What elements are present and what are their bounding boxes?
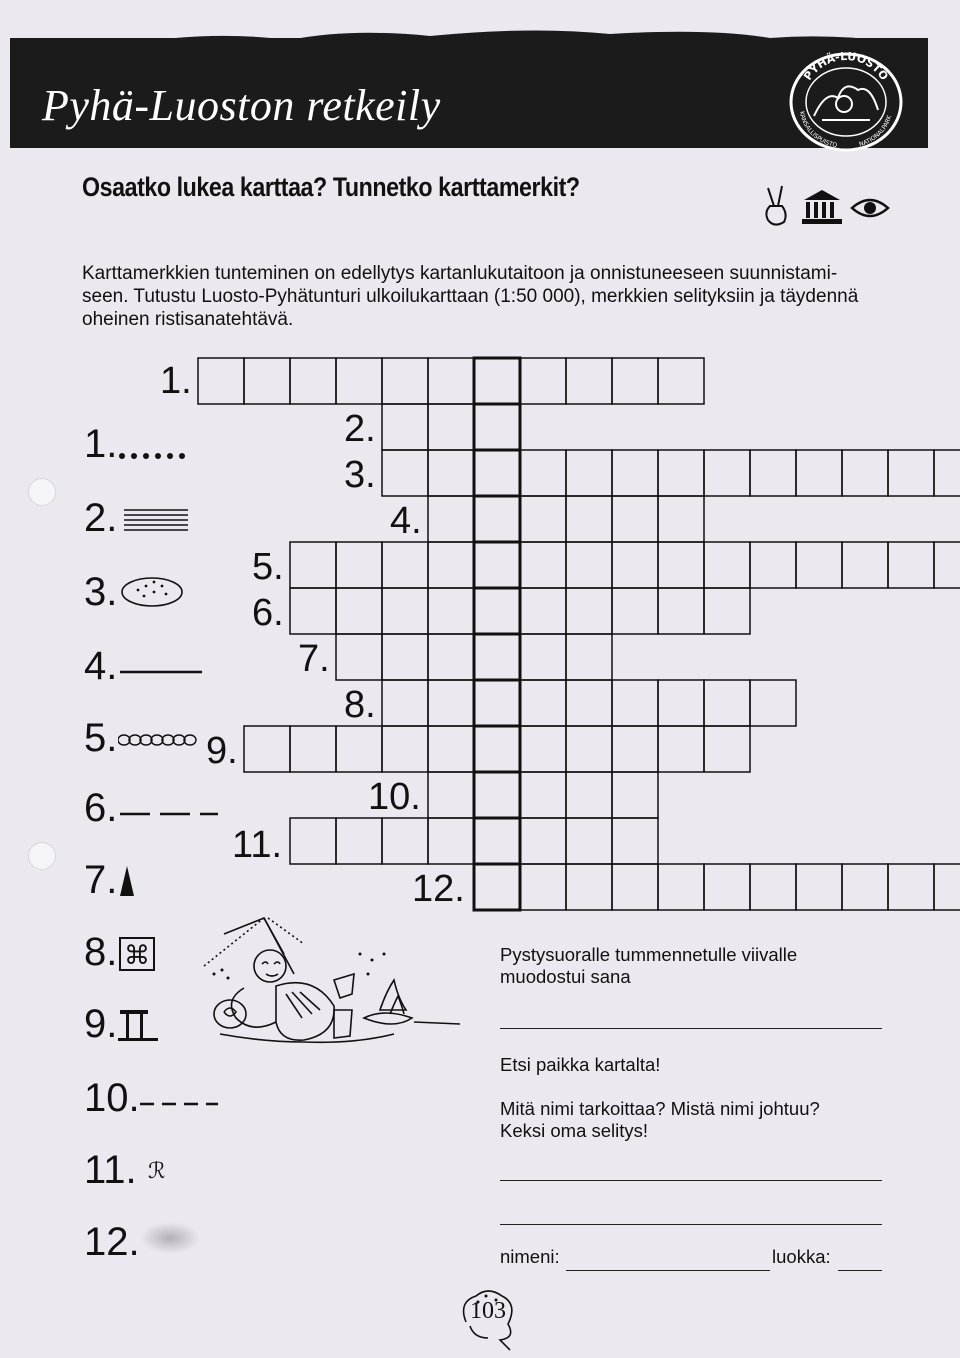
crossword-row-number: 8. (344, 684, 376, 726)
crossword-cell[interactable] (290, 358, 336, 404)
crossword-cell[interactable] (658, 726, 704, 772)
crossword-highlight-cell[interactable] (474, 404, 520, 450)
crossword-cell[interactable] (336, 542, 382, 588)
crossword-cell[interactable] (658, 542, 704, 588)
name-question (500, 1098, 820, 1142)
legend-number: 10. (84, 1076, 140, 1120)
crossword-highlight-cell[interactable] (474, 726, 520, 772)
crossword-cell[interactable] (382, 358, 428, 404)
crossword-cell[interactable] (290, 726, 336, 772)
crossword-highlight-cell[interactable] (474, 588, 520, 634)
crossword-cell[interactable] (520, 864, 566, 910)
legend-number: 11. (84, 1148, 137, 1192)
vertical-word-label (500, 944, 797, 988)
crossword-row-number: 9. (206, 730, 238, 772)
vertical-word-label-line: muodostui sana (500, 966, 631, 987)
grey-blob-icon (118, 1218, 218, 1258)
crossword-highlight-cell[interactable] (474, 818, 520, 864)
crossword-cell[interactable] (566, 588, 612, 634)
crossword-cell[interactable] (428, 404, 474, 450)
crossword-cell[interactable] (428, 496, 474, 542)
crossword-cell[interactable] (336, 818, 382, 864)
legend-number: 8. (84, 930, 118, 974)
crossword-highlight-cell[interactable] (474, 542, 520, 588)
r-sign-icon (118, 1150, 218, 1190)
crossword-highlight-cell[interactable] (474, 680, 520, 726)
crossword-cell[interactable] (566, 726, 612, 772)
crossword-cell[interactable] (704, 542, 750, 588)
crossword-cell[interactable] (382, 450, 428, 496)
explanation-answer-line-2[interactable] (500, 1224, 882, 1225)
legend-number: 3. (84, 570, 118, 614)
crossword-cell[interactable] (888, 864, 934, 910)
crossword-cell[interactable] (658, 864, 704, 910)
intro-line: seen. Tutustu Luosto-Pyhätunturi ulkoilukarttaan (1:50 000), merkkien selityksiin ja täydennä (82, 286, 859, 307)
header-title: Pyhä-Luoston retkeily (42, 81, 441, 130)
binder-hole (28, 842, 56, 870)
legend-number: 6. (84, 786, 118, 830)
crossword-cell[interactable] (428, 588, 474, 634)
crossword-highlight-cell[interactable] (474, 634, 520, 680)
crossword-cell[interactable] (244, 726, 290, 772)
crossword-cell[interactable] (382, 404, 428, 450)
crossword-cell[interactable] (428, 772, 474, 818)
crossword-cell[interactable] (198, 358, 244, 404)
crossword-cell[interactable] (428, 450, 474, 496)
crossword-cell[interactable] (428, 634, 474, 680)
crossword-cell[interactable] (750, 680, 796, 726)
crossword-cell[interactable] (382, 818, 428, 864)
crossword-cell[interactable] (704, 726, 750, 772)
crossword-row-number: 4. (390, 500, 422, 542)
crossword-cell[interactable] (566, 818, 612, 864)
intro-line: Karttamerkkien tunteminen on edellytys kartanlukutaitoon ja onnistuneeseen suunnistami- (82, 263, 838, 284)
class-label: luokka: (772, 1246, 831, 1267)
crossword-cell[interactable] (336, 634, 382, 680)
crossword-cell[interactable] (888, 542, 934, 588)
crossword-cell[interactable] (520, 726, 566, 772)
crossword-cell[interactable] (428, 680, 474, 726)
crossword-highlight-cell[interactable] (474, 864, 520, 910)
crossword-row-number: 2. (344, 408, 376, 450)
crossword-cell[interactable] (796, 542, 842, 588)
camping-illustration (184, 914, 464, 1064)
crossword-cell[interactable] (520, 588, 566, 634)
short-dashed-line-icon (118, 1078, 218, 1118)
crossword-cell[interactable] (566, 496, 612, 542)
crossword-cell[interactable] (428, 726, 474, 772)
logo-top-text: PYHÄ-LUOSTO (801, 50, 891, 83)
crossword-cell[interactable] (520, 680, 566, 726)
striped-lines-icon (118, 498, 218, 538)
long-dashed-line-icon (118, 788, 218, 828)
crossword-cell[interactable] (612, 542, 658, 588)
binder-hole (28, 478, 56, 506)
crossword-cell[interactable] (612, 680, 658, 726)
crossword-cell[interactable] (520, 450, 566, 496)
crossword-row-number: 5. (252, 546, 284, 588)
crossword-cell[interactable] (566, 772, 612, 818)
crossword-cell[interactable] (704, 450, 750, 496)
crossword-cell[interactable] (566, 542, 612, 588)
crossword-cell[interactable] (520, 496, 566, 542)
crossword-cell[interactable] (612, 588, 658, 634)
crossword-cell[interactable] (382, 634, 428, 680)
page-number: 103 (470, 1298, 506, 1324)
crossword-cell[interactable] (704, 864, 750, 910)
crossword-cell[interactable] (658, 450, 704, 496)
crossword-row-number: 12. (412, 868, 465, 910)
crossword-cell[interactable] (704, 588, 750, 634)
crossword-cell[interactable] (750, 542, 796, 588)
crossword-row-number: 11. (232, 824, 283, 866)
crossword-cell[interactable] (566, 680, 612, 726)
loop-chain-icon (118, 718, 218, 758)
crossword-highlight-cell[interactable] (474, 496, 520, 542)
dotted-oval-icon (118, 572, 218, 612)
crossword-cell[interactable] (336, 358, 382, 404)
crossword-row-number: 3. (344, 454, 376, 496)
crossword-row-number: 7. (298, 638, 330, 680)
vertical-word-answer-line[interactable] (500, 1028, 882, 1029)
legend-number: 12. (84, 1220, 140, 1264)
svg-text:ℛ: ℛ (148, 1159, 166, 1184)
crossword-cell[interactable] (612, 772, 658, 818)
name-question-line: Keksi oma selitys! (500, 1120, 649, 1141)
legend-number: 4. (84, 644, 118, 688)
logo-bottom-left-text: KANSALLISPUISTO (798, 110, 838, 150)
crossword-cell[interactable] (658, 588, 704, 634)
class-answer-line[interactable] (838, 1270, 882, 1271)
crossword-cell[interactable] (612, 496, 658, 542)
logo-bottom-right-text: NATIONALPARK (858, 114, 894, 149)
find-on-map-text: Etsi paikka kartalta! (500, 1054, 661, 1075)
crossword-cell[interactable] (520, 772, 566, 818)
solid-line-icon (118, 646, 218, 686)
crossword-cell[interactable] (658, 496, 704, 542)
crossword-highlight-cell[interactable] (474, 358, 520, 404)
crossword-cell[interactable] (658, 680, 704, 726)
crossword-row-number: 6. (252, 592, 284, 634)
crossword-cell[interactable] (336, 726, 382, 772)
name-label: nimeni: (500, 1246, 560, 1267)
crossword-cell[interactable] (566, 450, 612, 496)
crossword-cell[interactable] (888, 450, 934, 496)
crossword-cell[interactable] (842, 542, 888, 588)
crossword-highlight-cell[interactable] (474, 450, 520, 496)
crossword-cell[interactable] (520, 818, 566, 864)
crossword-cell[interactable] (934, 542, 960, 588)
crossword-cell[interactable] (520, 542, 566, 588)
crossword-cell[interactable] (612, 358, 658, 404)
crossword-cell[interactable] (290, 588, 336, 634)
crossword-cell[interactable] (566, 358, 612, 404)
crossword-cell[interactable] (750, 450, 796, 496)
legend-number: 1. (84, 422, 118, 466)
crossword-cell[interactable] (520, 358, 566, 404)
svg-text:⌘: ⌘ (124, 941, 150, 971)
crossword-cell[interactable] (382, 588, 428, 634)
crossword-cell[interactable] (842, 450, 888, 496)
crossword-row-number: 1. (160, 360, 192, 402)
name-answer-line[interactable] (566, 1270, 770, 1271)
crossword-cell[interactable] (796, 450, 842, 496)
intro-line: oheinen ristisanatehtävä. (82, 309, 294, 330)
crossword-cell[interactable] (336, 588, 382, 634)
crossword-cell[interactable] (382, 542, 428, 588)
crossword-cell[interactable] (658, 358, 704, 404)
crossword-cell[interactable] (750, 864, 796, 910)
crossword-cell[interactable] (612, 864, 658, 910)
crossword-cell[interactable] (290, 818, 336, 864)
explanation-answer-line[interactable] (500, 1180, 882, 1181)
crossword-cell[interactable] (934, 450, 960, 496)
crossword-cell[interactable] (566, 864, 612, 910)
legend-number: 2. (84, 496, 118, 540)
vertical-word-label-line: Pystysuoralle tummennetulle viivalle (500, 944, 798, 965)
crossword-cell[interactable] (612, 450, 658, 496)
crossword-cell[interactable] (428, 358, 474, 404)
crossword-cell[interactable] (244, 358, 290, 404)
crossword-row-number: 10. (368, 776, 421, 818)
crossword-cell[interactable] (520, 634, 566, 680)
crossword-cell[interactable] (934, 864, 960, 910)
crossword-cell[interactable] (290, 542, 336, 588)
name-question-line: Mitä nimi tarkoittaa? Mistä nimi johtuu? (500, 1098, 820, 1119)
dotted-trail-icon (118, 432, 218, 472)
crossword-cell[interactable] (842, 864, 888, 910)
legend-number: 9. (84, 1002, 118, 1046)
page-heading: Osaatko lukea karttaa? Tunnetko karttamerkit? (82, 172, 580, 202)
crossword-highlight-cell[interactable] (474, 772, 520, 818)
crossword-cell[interactable] (796, 864, 842, 910)
crossword-cell[interactable] (566, 634, 612, 680)
legend-number: 5. (84, 716, 118, 760)
crossword-cell[interactable] (612, 818, 658, 864)
crossword-cell[interactable] (382, 680, 428, 726)
crossword-cell[interactable] (704, 680, 750, 726)
crossword-cell[interactable] (428, 542, 474, 588)
crossword-cell[interactable] (382, 726, 428, 772)
legend-number: 7. (84, 858, 118, 902)
filled-triangle-icon (118, 860, 218, 900)
crossword-cell[interactable] (612, 726, 658, 772)
crossword-cell[interactable] (428, 818, 474, 864)
